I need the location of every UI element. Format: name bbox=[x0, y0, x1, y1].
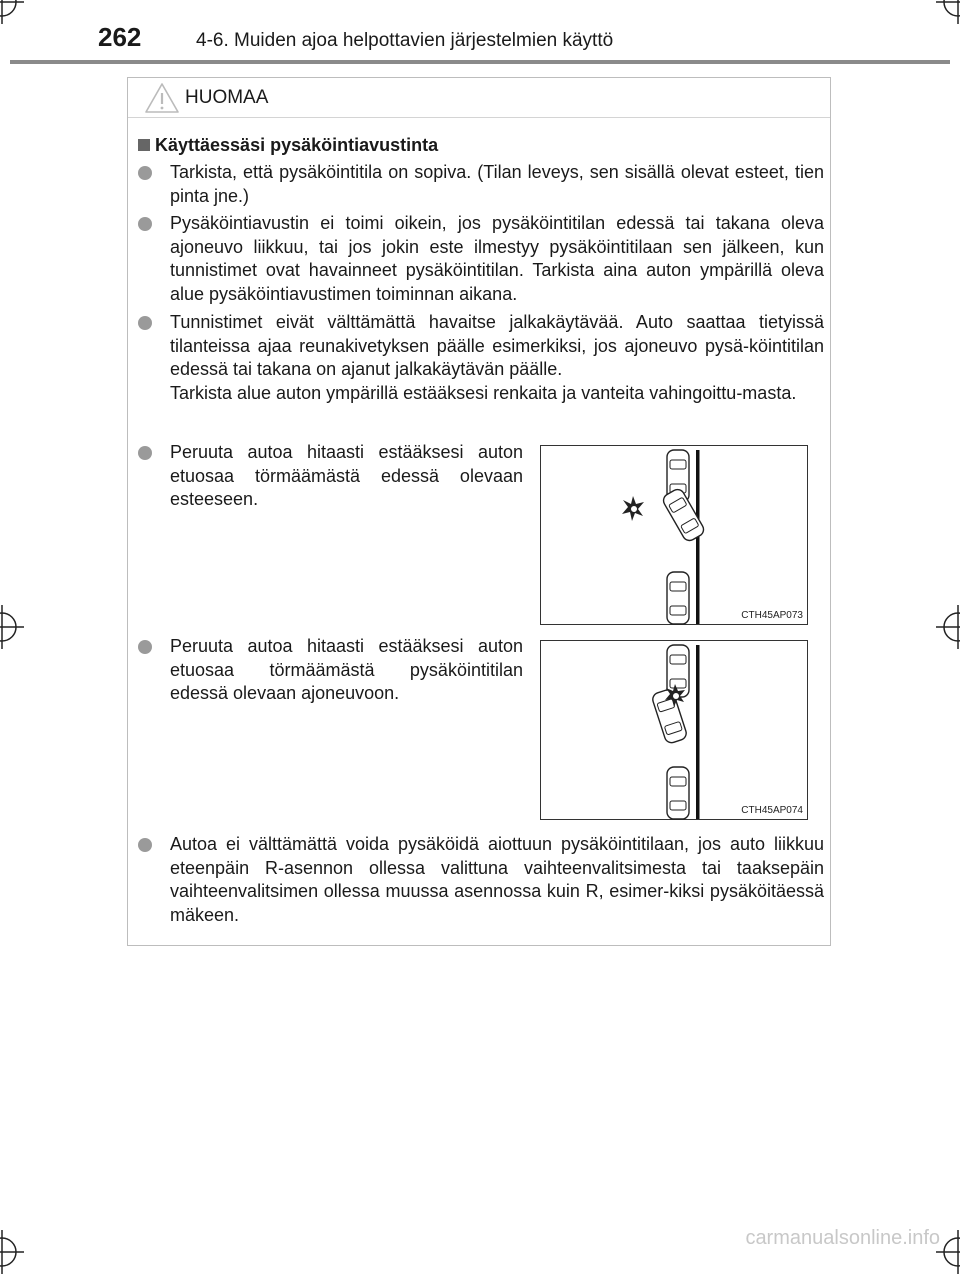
list-item: Autoa ei välttämättä voida pysäköidä aiottuun pysäköintitilaan, jos auto liikkuu eteenpäin R-asennon ollessa valittuna vaihteenvalitsimesta tai taaksepäin vaihteenvalitsimen ollessa muussa asennossa kuin R, esimer-kiksi pysäköitäessä mäkeen. bbox=[138, 833, 824, 928]
bullet-dot-icon bbox=[138, 217, 152, 231]
list-item: Pysäköintiavustin ei toimi oikein, jos pysäköintitilan edessä tai takana oleva ajoneuvo liikkuu, tai jos jokin este ilmestyy pysäköintitilaan sen jälkeen, kun tunnistimet ovat havainneet pysäköintitilan. Tarkista aina auton ympärillä oleva alue pysäköintiavustimen toiminnan aikana. bbox=[138, 212, 824, 307]
caution-header bbox=[128, 78, 830, 118]
registration-mark-icon bbox=[0, 0, 24, 24]
bullet-dot-icon bbox=[138, 316, 152, 330]
bullet-dot-icon bbox=[138, 166, 152, 180]
parking-diagram-obstacle bbox=[540, 445, 808, 625]
figure-code: CTH45AP074 bbox=[741, 805, 803, 816]
page-number: 262 bbox=[98, 22, 142, 52]
parking-diagram-vehicle bbox=[540, 640, 808, 820]
parking-diagram-obstacle-image bbox=[541, 446, 809, 626]
list-item: Peruuta autoa hitaasti estääksesi auton etuosaa törmäämästä edessä olevaan esteeseen. bbox=[138, 441, 523, 512]
bullet-dot-icon bbox=[138, 446, 152, 460]
parking-diagram-vehicle-image bbox=[541, 641, 809, 821]
bullet-dot-icon bbox=[138, 640, 152, 654]
caution-box bbox=[127, 77, 831, 946]
list-item: Tunnistimet eivät välttämättä havaitse jalkakäytävää. Auto saattaa tietyissä tilanteissa ajaa reunakivetyksen päälle esimerkiksi, jos ajoneuvo pysä-köintitilan edessä tai takana on ajanut jalkakäytävän päälle. Tarkista alue auton ympärillä estääksesi renkaita ja vanteita vahingoittu-masta. bbox=[138, 311, 824, 406]
section-header-title: 4-6. Muiden ajoa helpottavien järjestelmien käyttö bbox=[196, 30, 614, 51]
watermark: carmanualsonline.info bbox=[745, 1227, 940, 1249]
section-heading: Käyttäessäsi pysäköintiavustinta bbox=[138, 135, 438, 156]
registration-mark-icon bbox=[0, 605, 24, 649]
registration-mark-icon bbox=[936, 0, 960, 24]
caution-label: HUOMAA bbox=[185, 87, 269, 108]
registration-mark-icon bbox=[0, 1230, 24, 1274]
registration-mark-icon bbox=[936, 605, 960, 649]
list-item: Peruuta autoa hitaasti estääksesi auton etuosaa törmäämästä pysäköintitilan edessä olevaan ajoneuvoon. bbox=[138, 635, 523, 706]
square-bullet-icon bbox=[138, 139, 150, 151]
figure-code: CTH45AP073 bbox=[741, 610, 803, 621]
header-divider bbox=[10, 60, 950, 64]
list-item: Tarkista, että pysäköintitila on sopiva. (Tilan leveys, sen sisällä olevat esteet, tien pinta jne.) bbox=[138, 161, 824, 208]
bullet-dot-icon bbox=[138, 838, 152, 852]
warning-triangle-icon bbox=[144, 82, 180, 114]
